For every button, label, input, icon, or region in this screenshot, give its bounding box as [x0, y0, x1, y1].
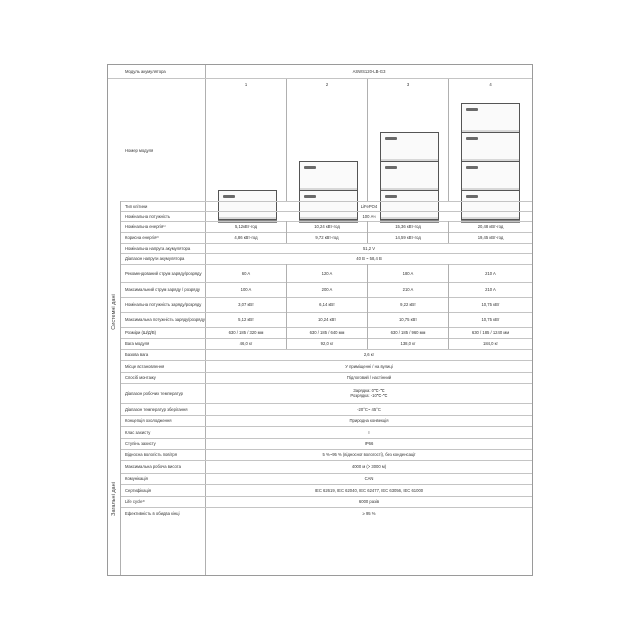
row-value: 5,12 кВт: [238, 317, 254, 322]
column-number: 2: [325, 81, 329, 87]
battery-module: [299, 161, 358, 191]
section-general: [108, 423, 121, 575]
grid-line: [286, 297, 287, 312]
brand-logo-icon: [385, 166, 397, 169]
brand-logo-icon: [466, 195, 478, 198]
brand-logo-icon: [385, 195, 397, 198]
grid-line: [367, 232, 368, 243]
row-label: Ефективність в обидва кінці: [125, 510, 180, 516]
brand-logo-icon: [466, 137, 478, 140]
row-value: 630 / 185 / 320 мм: [228, 330, 264, 335]
row-label: Максимальна потужність заряду/розряду: [125, 317, 205, 322]
row-value: 210 A: [485, 270, 496, 276]
grid-line: [367, 338, 368, 349]
grid-line: [448, 221, 449, 232]
grid-line: [367, 282, 368, 297]
grid-line: [448, 297, 449, 312]
row-value: 46,0 кг: [239, 341, 253, 346]
battery-module: [461, 103, 520, 133]
row-value: 14,59 кВт-год: [395, 235, 421, 240]
brand-logo-icon: [223, 195, 235, 198]
row-label: Діапазон напруги акумулятора: [125, 256, 185, 261]
row-label: Діапазон температур зберігання: [125, 406, 188, 412]
module-edge: [381, 188, 438, 190]
row-value: [206, 383, 532, 403]
brand-logo-icon: [466, 166, 478, 169]
row-value: Ⅰ: [368, 429, 370, 435]
module-edge: [381, 159, 438, 161]
row-label: Номінальна потужність: [125, 213, 171, 219]
row-value: 184,0 кг: [482, 341, 498, 346]
grid-line: [448, 327, 449, 338]
row-value: 40 В ~ 58,4 В: [356, 256, 382, 261]
grid-line: [286, 78, 287, 201]
row-value: 20,48 кВт-год: [477, 224, 504, 229]
row-value: Підлоговий / настінний: [346, 375, 392, 380]
row-value: IEC 62619, IEC 62040, IEC 62477, IEC 63056, IEC 61000: [314, 487, 424, 493]
row-label: Life cycle³⁾: [125, 499, 145, 504]
section-system-label: Системні дані: [111, 294, 117, 330]
row-value: CAN: [364, 476, 374, 481]
row-label: Номінальна потужність заряду/розряду: [125, 302, 202, 307]
row-value: 138,0 кг: [400, 341, 416, 346]
battery-module: [461, 161, 520, 191]
row-value: 6000 разів: [358, 499, 380, 504]
grid-line: [367, 297, 368, 312]
row-value: 3,07 кВт: [238, 302, 254, 307]
row-value: ≥ 95 %: [362, 510, 376, 516]
grid-line: [286, 221, 287, 232]
row-value: 100 Ач: [362, 213, 376, 219]
row-value: 10,24 кВт-год: [314, 224, 340, 229]
grid-line: [367, 264, 368, 282]
row-label: Вага модуля: [125, 341, 150, 346]
row-value: Природна конвекція: [349, 418, 389, 423]
row-label: Рекомендований струм заряду/розряду: [125, 270, 202, 276]
row-label: Максимальний струм заряду / розряду: [125, 287, 200, 292]
row-label: Номінальна напруга акумулятора: [125, 245, 191, 251]
battery-module: [461, 132, 520, 162]
row-value: 4000 м (> 3000 м): [351, 464, 387, 469]
row-value: 60 A: [241, 270, 251, 276]
grid-line: [448, 312, 449, 327]
row-value: IP66: [364, 441, 374, 446]
grid-line: [286, 338, 287, 349]
row-label: Сертифікація: [125, 487, 152, 493]
row-value: 6,14 кВт: [319, 302, 335, 307]
grid-line: [367, 312, 368, 327]
grid-line: [286, 327, 287, 338]
module-edge: [462, 130, 519, 132]
row-value: 9,22 кВт: [400, 302, 416, 307]
row-label: Базова вага: [125, 352, 149, 357]
row-value: 4,86 кВт-год: [234, 235, 258, 240]
row-value: 630 / 185 / 960 мм: [390, 330, 426, 335]
row-value: 180 A: [402, 270, 414, 276]
grid-line: [286, 264, 287, 282]
module-edge: [300, 188, 357, 190]
column-number: 3: [406, 81, 410, 87]
grid-line: [448, 78, 449, 201]
grid-line: [286, 232, 287, 243]
section-system: [108, 201, 121, 423]
column-number: 1: [244, 81, 248, 87]
column-number: 4: [489, 81, 492, 87]
row-label: Відносна вологість повітря: [125, 452, 177, 457]
row-value: 200 A: [321, 287, 333, 292]
section-general-label: Загальні дані: [111, 482, 117, 516]
row-value: 19,45 кВт-год: [477, 235, 504, 240]
spec-table: [107, 64, 533, 576]
brand-logo-icon: [304, 166, 316, 169]
grid-line: [286, 312, 287, 327]
row-label: Спосіб монтажу: [125, 375, 156, 380]
row-value: 92,0 кг: [320, 341, 334, 346]
row-label: Клас захисту: [125, 429, 151, 435]
battery-module: [380, 161, 439, 191]
row-value: 120 A: [321, 270, 333, 276]
brand-logo-icon: [304, 195, 316, 198]
row-value: 51,2 V: [362, 245, 376, 251]
row-value: 10,24 кВт: [317, 317, 337, 322]
row-value: У приміщенні / на вулиці: [345, 363, 393, 369]
row-value: 630 / 185 / 640 мм: [309, 330, 345, 335]
grid-line: [367, 327, 368, 338]
grid-line: [448, 282, 449, 297]
row-value: 5,12кВт-год: [234, 224, 258, 229]
grid-line: [286, 282, 287, 297]
row-value-line: Розрядка: -10℃-℃: [350, 393, 388, 398]
row-label: Діапазон робочих температур: [125, 390, 183, 396]
grid-line: [448, 338, 449, 349]
grid-line: [448, 232, 449, 243]
row-label: Максимальна робоча висота: [125, 464, 181, 469]
module-edge: [462, 188, 519, 190]
row-label: Ступінь захисту: [125, 441, 156, 446]
row-label: Концепція охолодження: [125, 418, 172, 423]
module-edge: [462, 159, 519, 161]
grid-line: [448, 264, 449, 282]
brand-logo-icon: [385, 137, 397, 140]
row-label: Корисна енергія²⁾: [125, 235, 159, 240]
row-value: 210 A: [402, 287, 414, 292]
header-model: ASWS120-LB-G3: [352, 69, 386, 74]
row-value: 10,75 кВт: [481, 302, 500, 307]
row-label: Тип клітини: [125, 203, 148, 209]
row-value: 630 / 185 / 1240 мм: [471, 330, 510, 335]
header-label: Модуль акумулятора: [125, 69, 166, 74]
row-value: 210 A: [485, 287, 496, 292]
grid-line: [367, 221, 368, 232]
row-value: -20°C~ 45°C: [357, 406, 381, 412]
row-value: 15,36 кВт-год: [395, 224, 421, 229]
row-label: Номінальна енергія¹⁾: [125, 224, 166, 229]
row-value-line: Зарядка: 0℃-℃: [353, 388, 385, 393]
row-label: Місце встановлення: [125, 363, 165, 369]
row-value: 100 A: [240, 287, 252, 292]
battery-module: [380, 132, 439, 162]
row-value: 10,75 кВт: [398, 317, 418, 322]
row-label: Комунікація: [125, 476, 148, 481]
module-number-label: Номер модуля: [125, 147, 154, 153]
row-value: LiFePO4: [360, 203, 378, 209]
brand-logo-icon: [466, 108, 478, 111]
row-value: 10,75 кВт: [481, 317, 500, 322]
row-value: 5 %~95 % (відносної вологості), без конденсації: [322, 452, 416, 457]
grid-line: [367, 78, 368, 201]
row-label: Розміри (Ш/Д/В): [125, 330, 157, 335]
row-value: 9,72 кВт-год: [315, 235, 339, 240]
row-value: 2,6 кг: [363, 352, 375, 357]
